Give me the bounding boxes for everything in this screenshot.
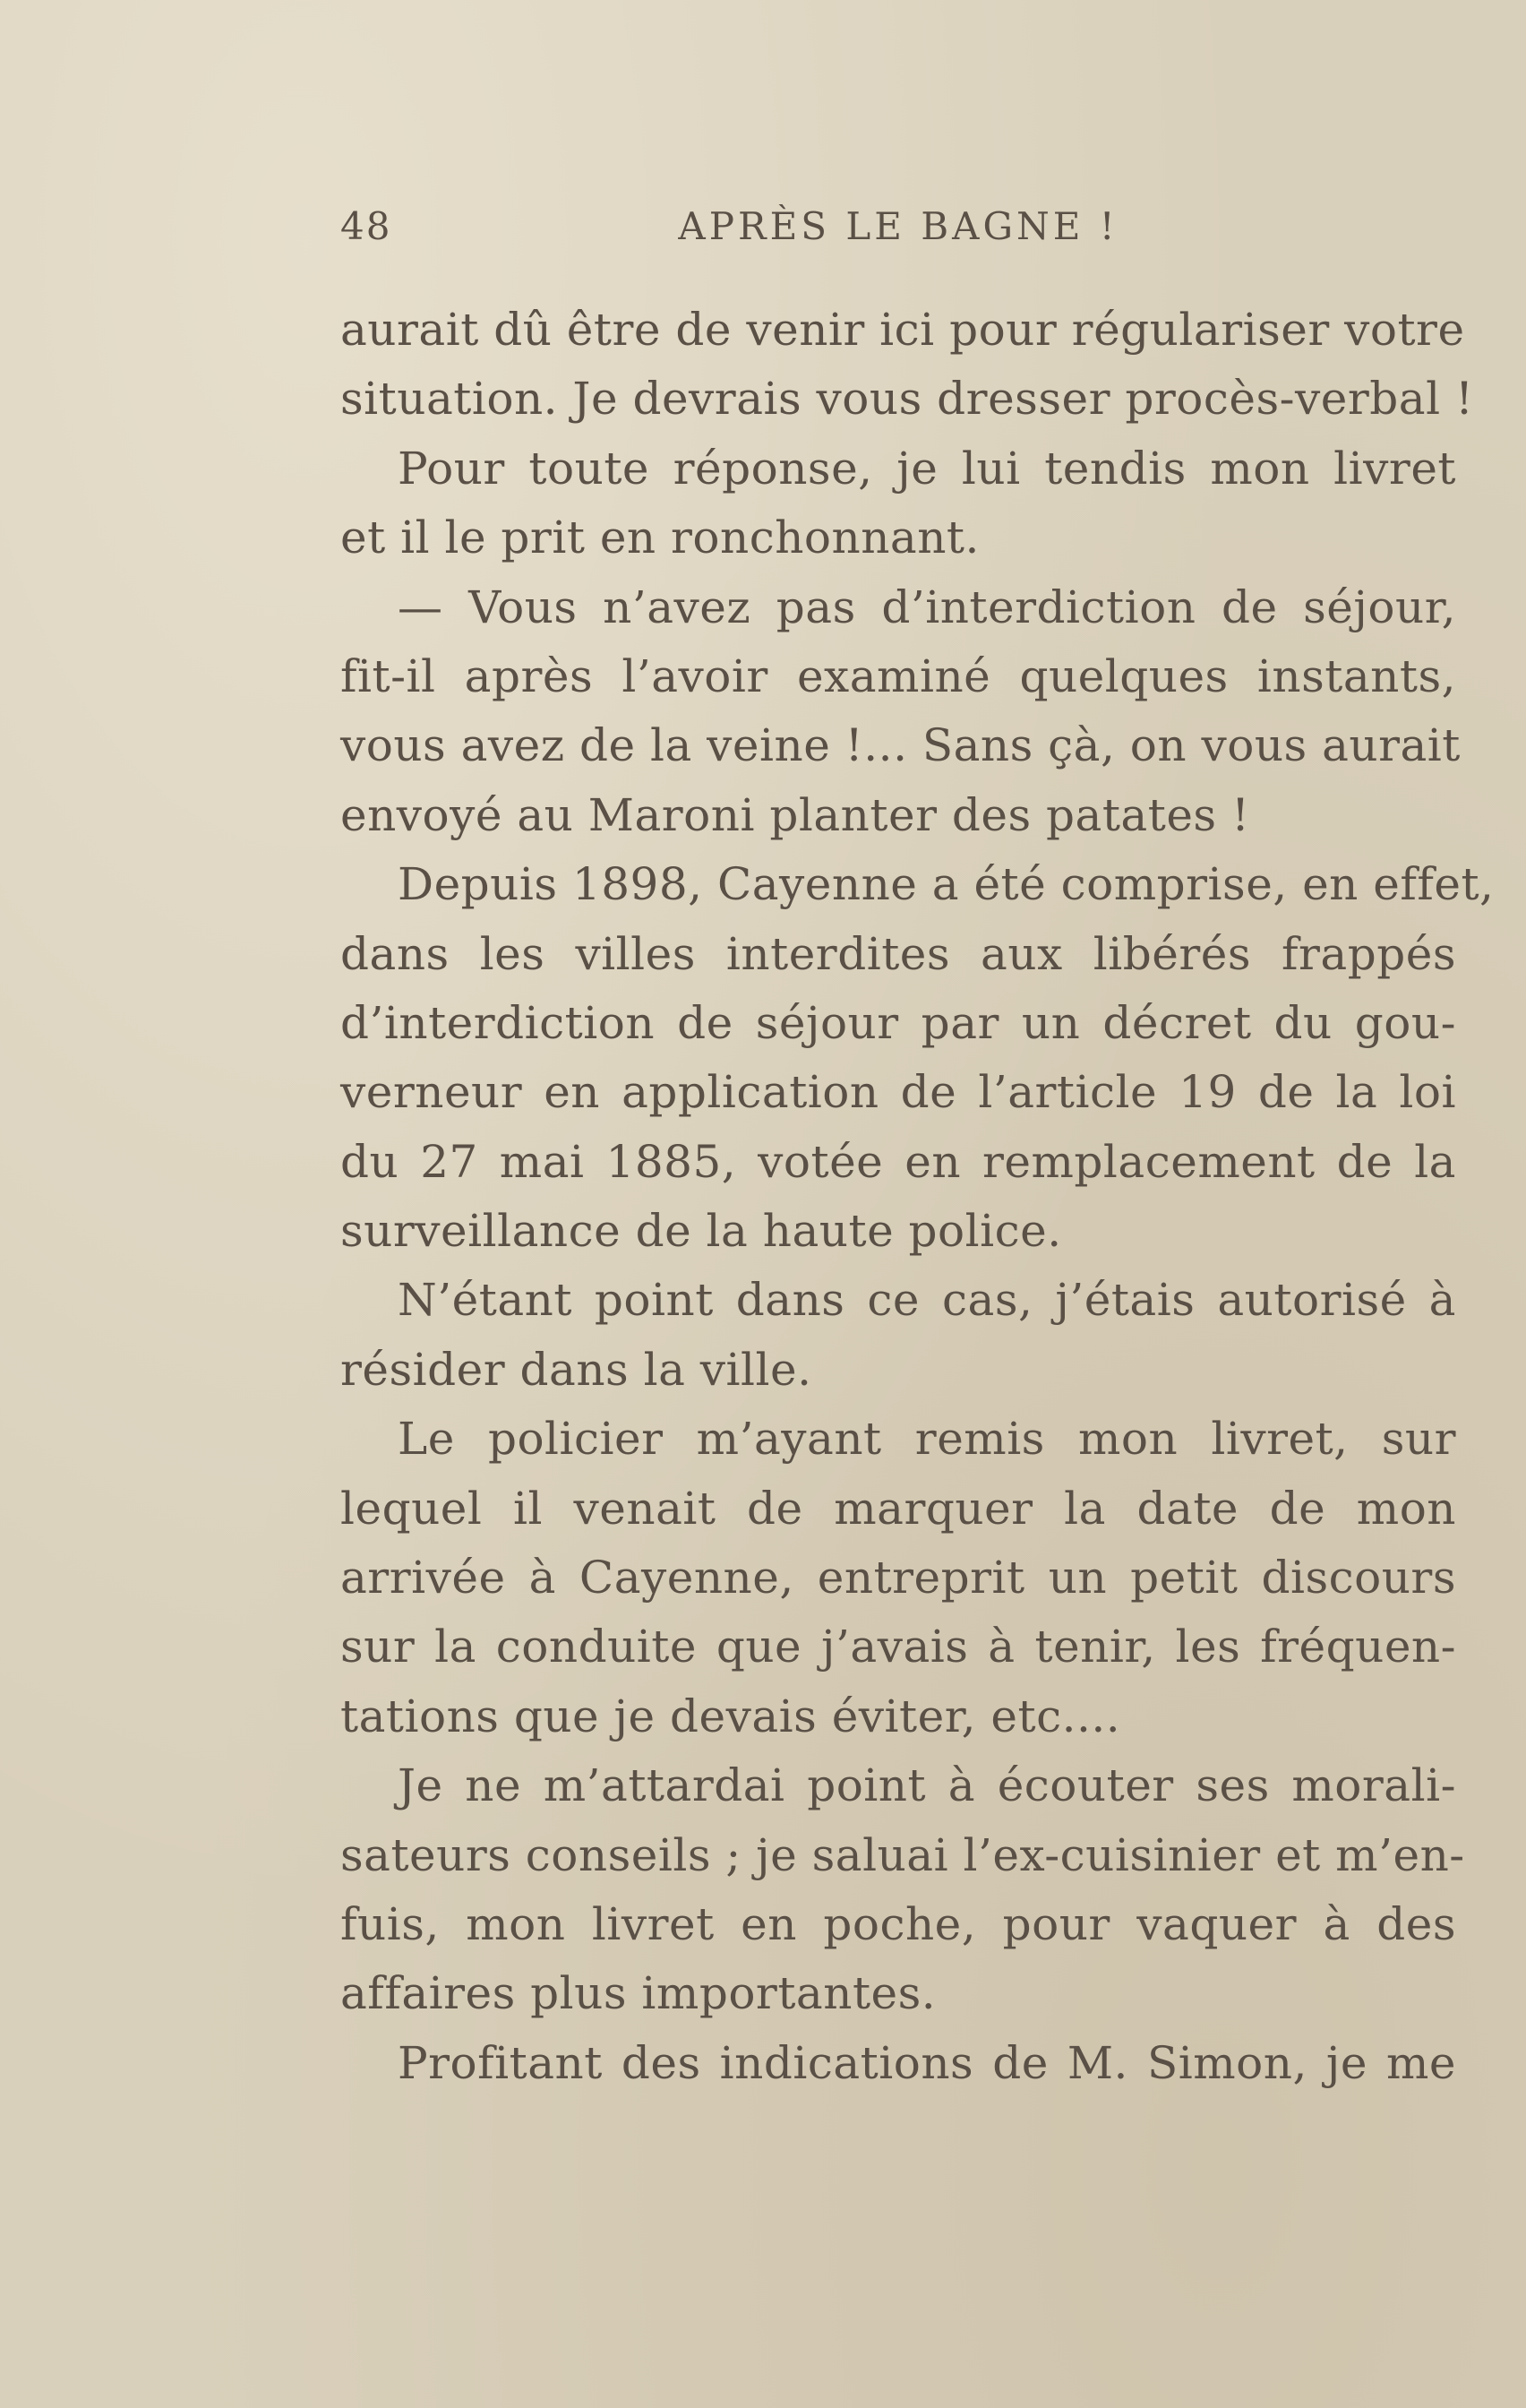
text-line: Depuis 1898, Cayenne a été comprise, en effet,	[398, 858, 1495, 911]
text-line: fit-il après l’avoir examiné quelques instants,	[340, 649, 1456, 702]
text-line: envoyé au Maroni planter des patates !	[340, 788, 1250, 841]
text-line: et il le prit en ronchonnant.	[340, 512, 980, 564]
page-number: 48	[340, 204, 392, 248]
text-line: d’interdiction de séjour par un décret du gou-	[340, 996, 1456, 1049]
text-line: aurait dû être de venir ici pour régulariser votre	[340, 304, 1465, 356]
text-line: situation. Je devrais vous dresser procès-verbal !	[340, 373, 1474, 426]
text-line: affaires plus importantes.	[340, 1967, 937, 2020]
text-line: — Vous n’avez pas d’interdiction de séjour,	[398, 580, 1456, 633]
text-line: surveillance de la haute police.	[340, 1205, 1062, 1258]
text-line: résider dans la ville.	[340, 1343, 812, 1396]
running-title: APRÈS LE BAGNE !	[678, 204, 1119, 248]
text-line: N’étant point dans ce cas, j’étais autorisé à	[398, 1274, 1456, 1327]
text-line: Profitant des indications de M. Simon, je me	[398, 2036, 1456, 2089]
text-line: fuis, mon livret en poche, pour vaquer à des	[340, 1897, 1456, 1950]
text-line: Je ne m’attardai point à écouter ses morali-	[398, 1759, 1456, 1812]
text-line: lequel il venait de marquer la date de mon	[340, 1482, 1456, 1535]
text-line: vous avez de la veine !... Sans çà, on vous aurait	[340, 719, 1461, 772]
body-text	[340, 296, 1495, 2098]
text-line: Pour toute réponse, je lui tendis mon livret	[398, 442, 1456, 494]
text-line: sur la conduite que j’avais à tenir, les fréquen-	[340, 1621, 1456, 1673]
page-header	[340, 204, 1456, 258]
text-line: dans les villes interdites aux libérés frappés	[340, 927, 1456, 980]
text-line: Le policier m’ayant remis mon livret, sur	[398, 1413, 1456, 1466]
text-line: tations que je devais éviter, etc....	[340, 1690, 1121, 1742]
text-line: arrivée à Cayenne, entreprit un petit discours	[340, 1552, 1456, 1604]
text-line: du 27 mai 1885, votée en remplacement de la	[340, 1135, 1456, 1188]
text-line: verneur en application de l’article 19 de la loi	[340, 1066, 1456, 1119]
text-line: sateurs conseils ; je saluai l’ex-cuisinier et m’en-	[340, 1828, 1465, 1881]
